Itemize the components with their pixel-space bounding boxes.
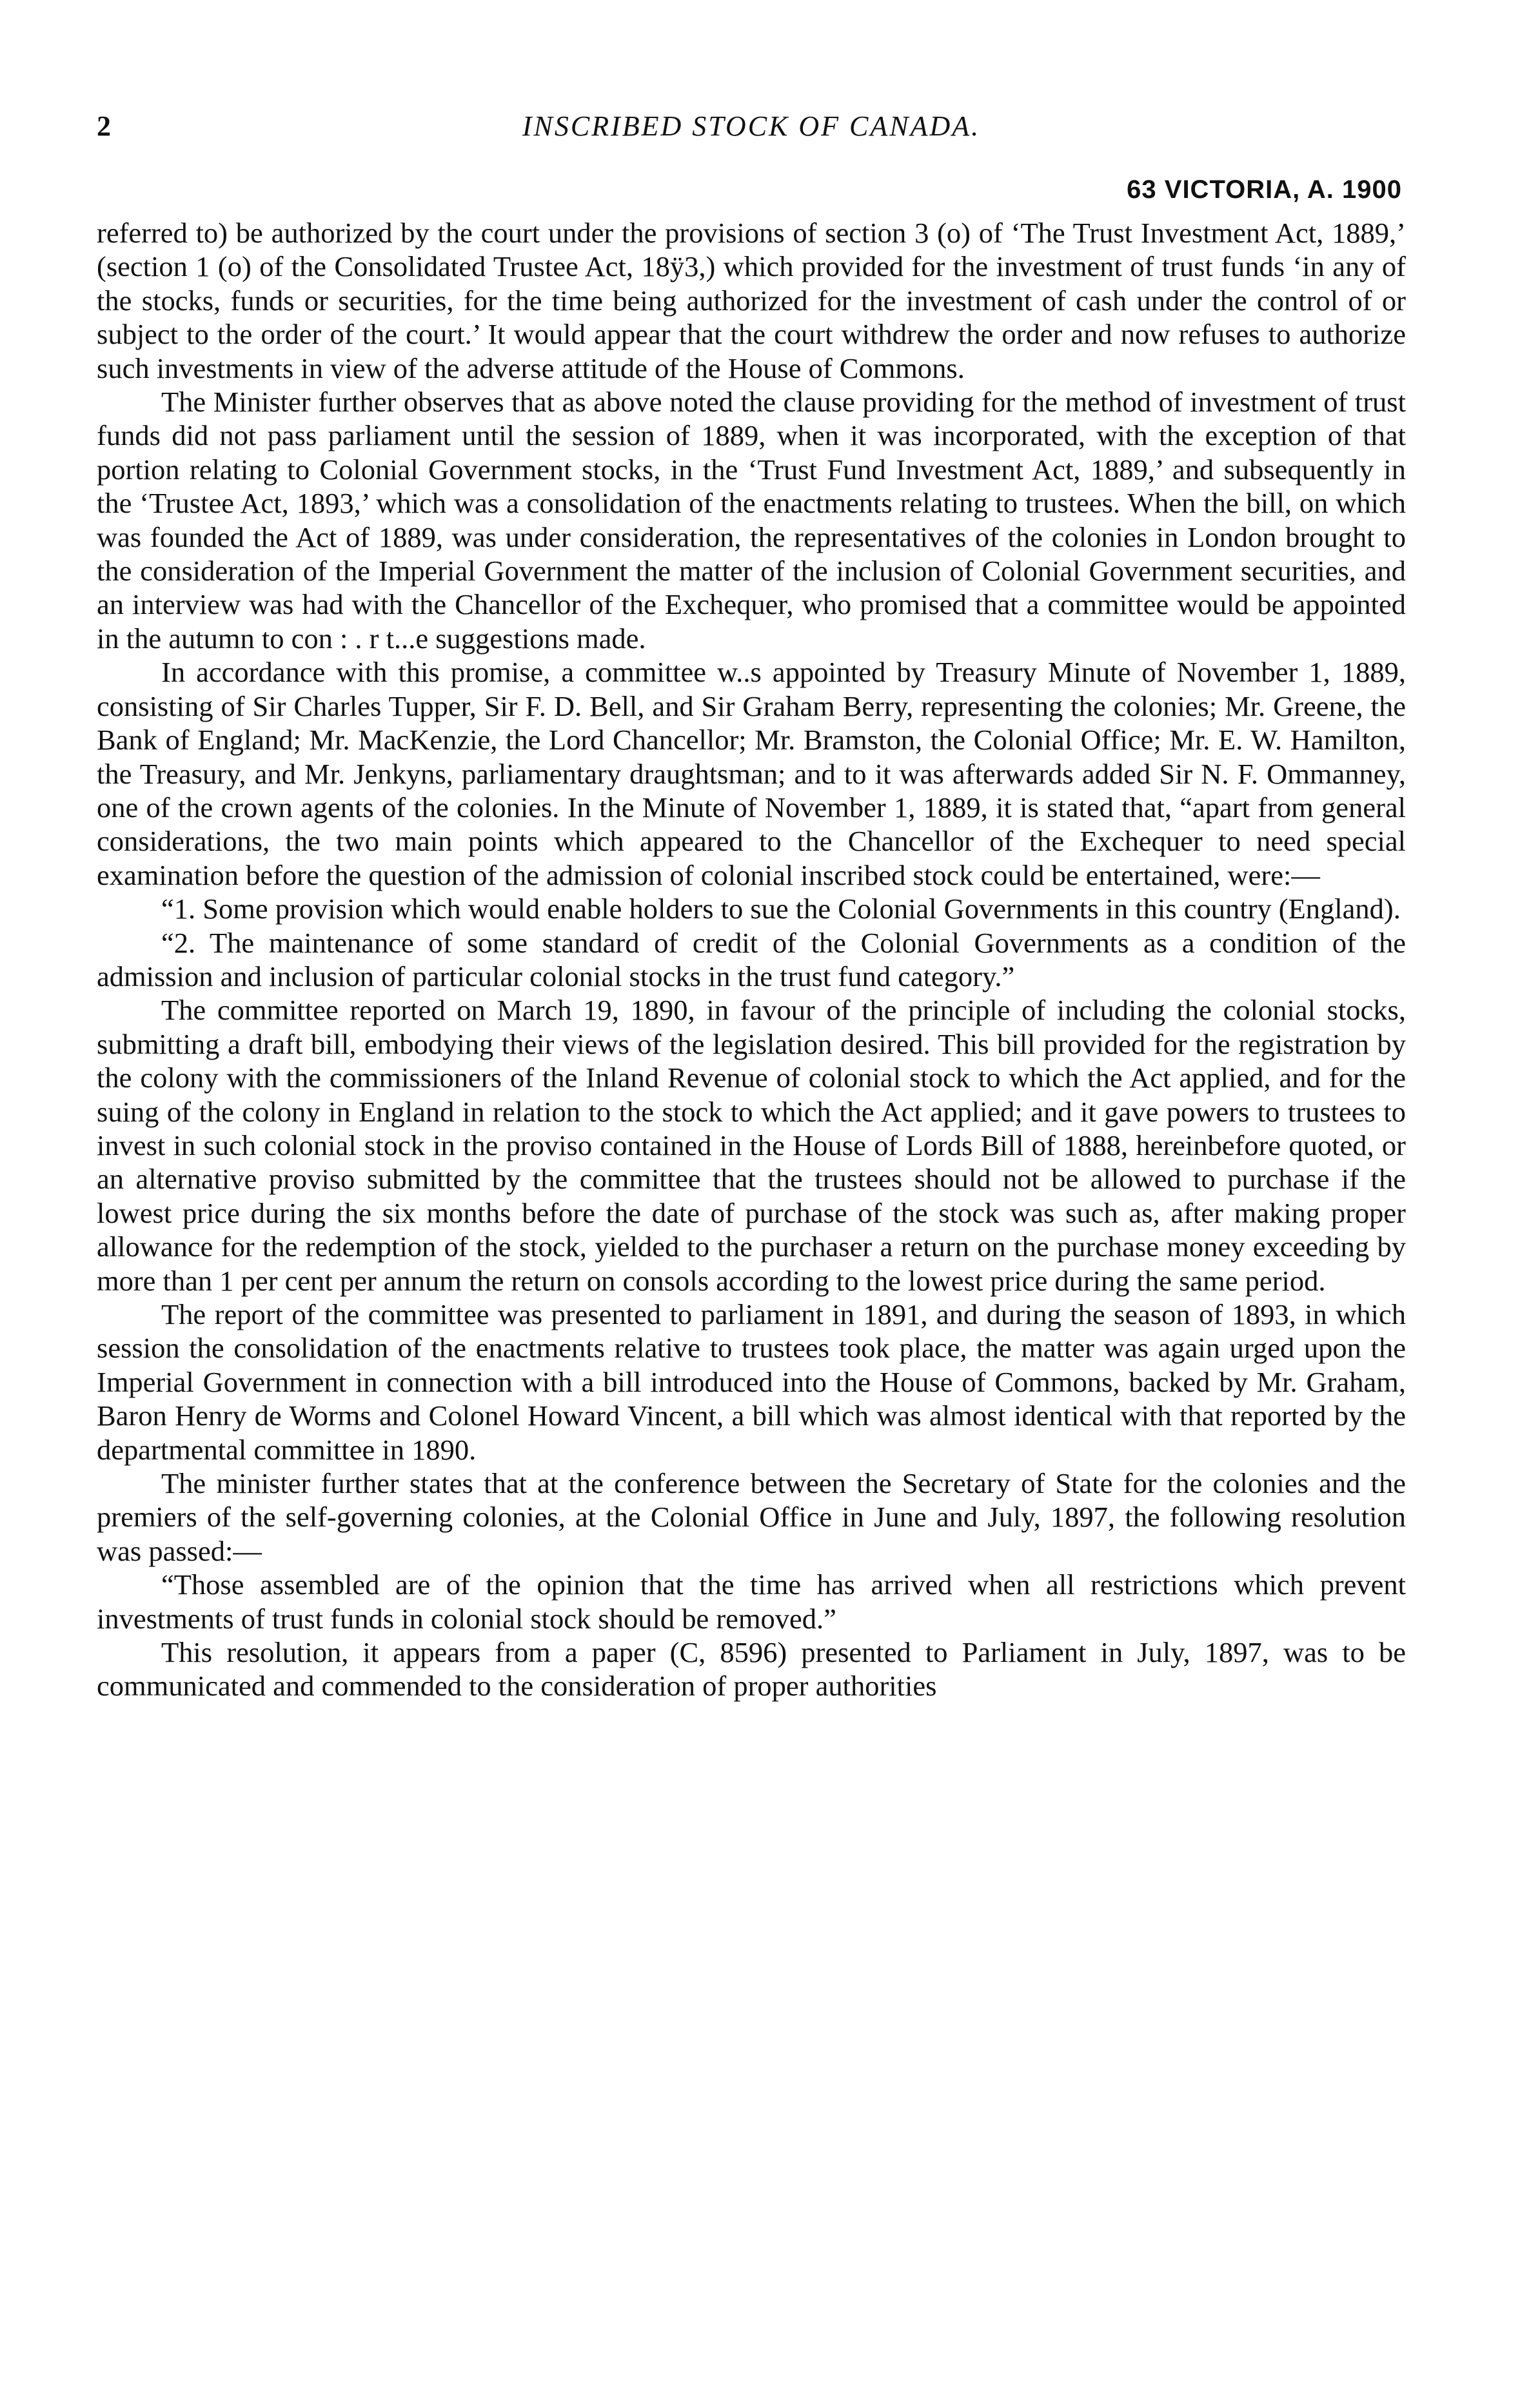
quote-paragraph: “1. Some provision which would enable holders to sue the Colonial Governments in this country (England). xyxy=(161,893,1401,925)
paragraph: This resolution, it appears from a paper (C, 8596) presented to Parliament in July, 1897, was to be communicated and commended to the consideration of proper authorities xyxy=(97,1636,1406,1703)
quote-paragraph: “Those assembled are of the opinion that the time has arrived when all restrictions which prevent investments of trust funds in colonial stock should be removed.” xyxy=(97,1568,1406,1635)
body-text xyxy=(97,216,1406,1703)
page-header xyxy=(97,110,1406,204)
paragraph: The minister further states that at the conference between the Secretary of State for the colonies and the premiers of the self-governing colonies, at the Colonial Office in June and July, 1897, the following resolution was passed:— xyxy=(97,1467,1406,1567)
running-title: INSCRIBED STOCK OF CANADA. xyxy=(522,110,981,142)
session-label: 63 VICTORIA, A. 1900 xyxy=(1127,175,1402,204)
quote-paragraph: “2. The maintenance of some standard of credit of the Colonial Governments as a condition of the admission and inclusion of particular colonial stocks in the trust fund category.” xyxy=(97,926,1406,992)
paragraph: The report of the committee was presented to parliament in 1891, and during the season of 1893, in which session the consolidation of the enactments relative to trustees took place, the matter was again urged upon the Imperial Government in connection with a bill introduced into the House of Commons, backed by Mr. Graham, Baron Henry de Worms and Colonel Howard Vincent, a bill which was almost identical with that reported by the departmental committee in 1890. xyxy=(97,1298,1406,1466)
paragraph: The committee reported on March 19, 1890, in favour of the principle of including the colonial stocks, submitting a draft bill, embodying their views of the legislation desired. This bill provided for the registration by the colony with the commissioners of the Inland Revenue of colonial stock to which the Act applied, and for the suing of the colony in England in relation to the stock to which the Act applied; and it gave powers to trustees to invest in such colonial stock in the proviso contained in the House of Lords Bill of 1888, hereinbefore quoted, or an alternative proviso submitted by the committee that the trustees should not be allowed to purchase if the lowest price during the six months before the date of purchase of the stock was such as, after making proper allowance for the redemption of the stock, yielded to the purchaser a return on the purchase money exceeding by more than 1 per cent per annum the return on consols according to the lowest price during the same period. xyxy=(97,994,1406,1297)
paragraph: The Minister further observes that as above noted the clause providing for the method of investment of trust funds did not pass parliament until the session of 1889, when it was incorporated, with the exception of that portion relating to Colonial Government stocks, in the ‘Trust Fund Investment Act, 1889,’ and subsequently in the ‘Trustee Act, 1893,’ which was a consolidation of the enactments relating to trustees. When the bill, on which was founded the Act of 1889, was under consideration, the representatives of the colonies in London brought to the consideration of the Imperial Government the matter of the inclusion of Colonial Government securities, and an interview was had with the Chancellor of the Exchequer, who promised that a committee would be appointed in the autumn to con : . r t...e suggestions made. xyxy=(97,386,1406,655)
paragraph: In accordance with this promise, a committee w..s appointed by Treasury Minute of November 1, 1889, consisting of Sir Charles Tupper, Sir F. D. Bell, and Sir Graham Berry, representing the colonies; Mr. Greene, the Bank of England; Mr. MacKenzie, the Lord Chancellor; Mr. Bramston, the Colonial Office; Mr. E. W. Hamilton, the Treasury, and Mr. Jenkyns, parliamentary draughtsman; and to it was afterwards added Sir N. F. Ommanney, one of the crown agents of the colonies. In the Minute of November 1, 1889, it is stated that, “apart from general considerations, the two main points which appeared to the Chancellor of the Exchequer to need special examination before the question of the admission of colonial inscribed stock could be entertained, were:— xyxy=(97,656,1406,891)
page-number: 2 xyxy=(97,110,111,142)
paragraph: referred to) be authorized by the court under the provisions of section 3 (o) of ‘The Trust Investment Act, 1889,’ (section 1 (o) of the Consolidated Trustee Act, 18ÿ3,) which provided for the investment of trust funds ‘in any of the stocks, funds or securities, for the time being authorized for the investment of cash under the control of or subject to the order of the court.’ It would appear that the court withdrew the order and now refuses to authorize such investments in view of the adverse attitude of the House of Commons. xyxy=(97,217,1406,384)
